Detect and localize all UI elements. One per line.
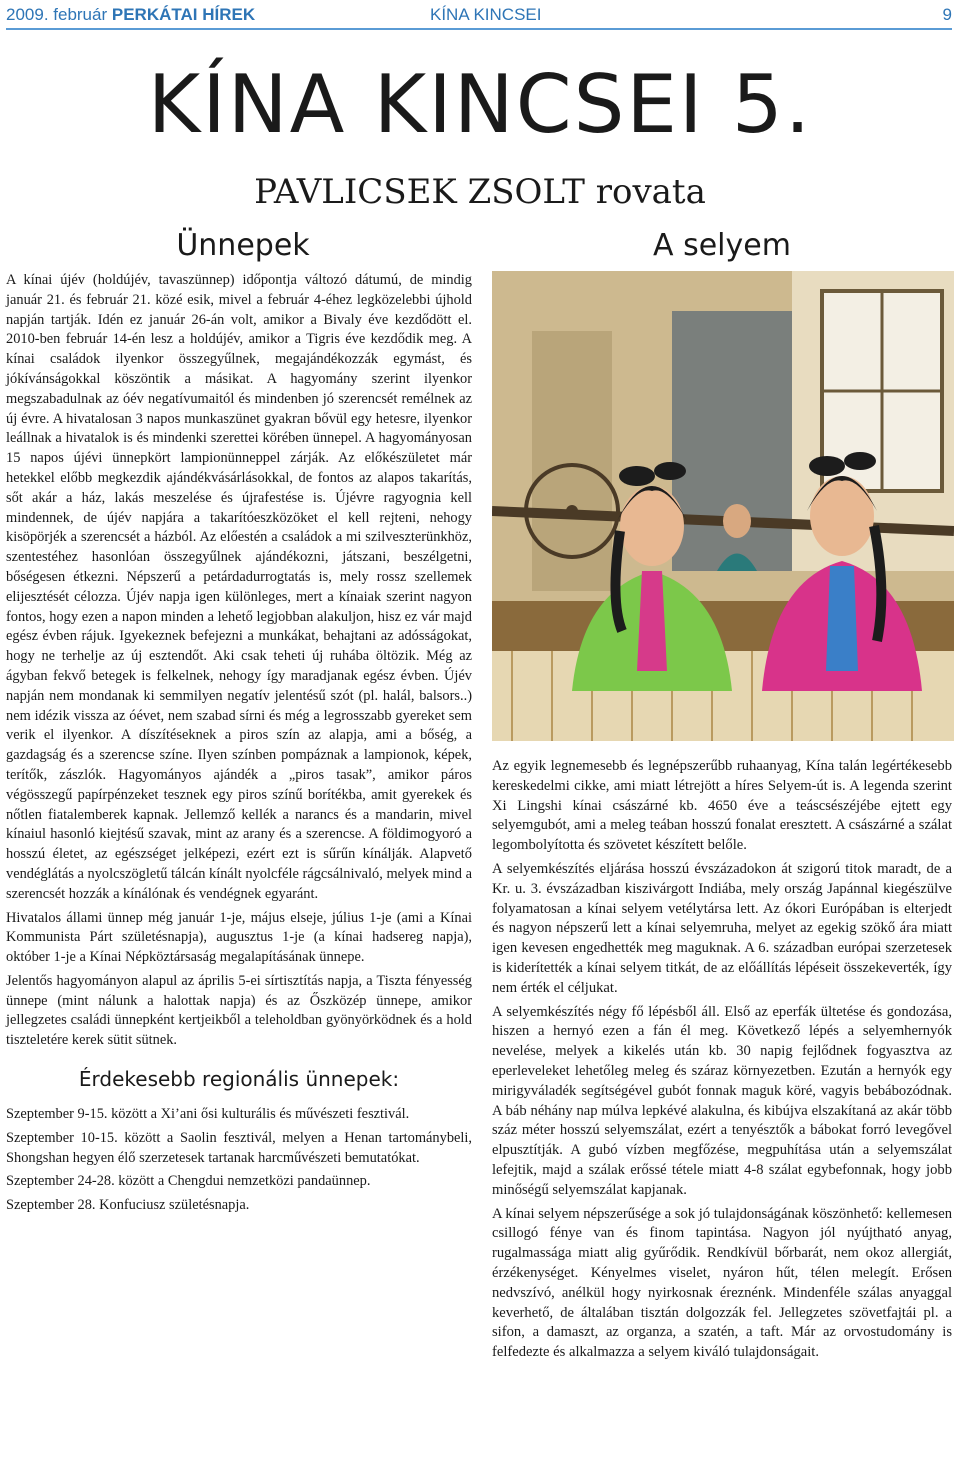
page-header [6,2,952,30]
header-section: KÍNA KINCSEI [430,5,542,24]
holidays-heading: Ünnepek [176,228,310,263]
byline: PAVLICSEK ZSOLT rovata [254,172,706,212]
article-paragraph: Az egyik legnemesebb és legnépszerűbb ruhaanyag, Kína talán legértékesebb kereskedelmi cikke, ami miatt létrejött a híres Selyem-út is. A legenda szerint Xi Lingshi kínai császárné kb. 4650 éve a teáscsészéjébe ejtett egy selyemgubót, ami a meleg teában hosszú fonalat eresztett. A császárné a szálat legombolyította és szövetet készített belőle. [492,758,952,854]
article-paragraph: A kínai újév (holdújév, tavaszünnep) időpontja változó dátumú, de mindig január 21. és február 21. közé esik, mivel a február 4-éhez legközelebbi újhold napján tartják. Idén ez január 26-án volt, amikor a Bivaly éve kezdődött el. 2010-ben február 14-én lesz a holdújév, amikor a Tigris éve kezdődik meg. A kínai családok ilyenkor összegyűlnek, megajándékozzák egymást, és jókívánságokkal köszöntik a másikat. A hagyomány szerint ilyenkor megszabadulnak az óév negatívumaitól és mindenben jó szerencsét remélnek az új évre. A hivatalosan 3 napos munkaszünet gyakran bővül egy hetesre, ilyenkor leállnak a hivatalok is és mindenki szerettei körében ünnepel. A hagyományosan 15 napos újévi ünnepkört lampionünneppel zárják. Az előkészületet már hetekkel előbb megkezdik ajándékvásárlásokkal, de fontos az alapos takarítás, sőt akár a ház, lakás meszelése és újrafestése is. Újévre ragyognia kell mindennek, de újév napjára a takarítóeszközöket el kell rejteni, nehogy kisöpörjék a szerencsét a házból. Az előestén a családok a mi szilveszterünkhöz, szentestéhez hasonlóan összegyűlnek ajándékozni, játszani, beszélgetni, bőségesen étkezni. Népszerű a petárdadurrogtatás is, mely rossz szellemek elijesztését célozza. Újév napja igen különleges, mert a kínaiak szerint nagyon fontos, hogy ezen a napon minden a lehető legjobban alakuljon, hisz ez vár majd egész évben rájuk. Igyekeznek befejezni a munkákat, behajtani az adósságokat, hogy ne terhelje az új esztendőt. Aki csak teheti új ruhába öltözik. Még az ágyban fekvő betegek is felkelnek, nehogy így maradjanak egész évben. Újév napján nem mondanak ki semmilyen negatív jelentésű szót (pl. halál, balsors..) nem idézik vissza az óévet, nem szabad sírni és még a legrosszabb gyereket sem verik el ilyenkor. A díszítéseknek a piros szín az alapja, ami a bőség, a gazdagság és a szerencse színe. Ilyen színben pompáznak a lampionok, képek, terítők, zászlók. Hagyományos ajándék a „piros tasak”, amikor páros végösszegű papírpénzeket tesznek egy piros színű borítékba, amit gyerekek és nőtlen fiatalemberek kapnak. Jellemző kellék a narancs és a mandarin, mivel kínaiul hasonló kiejtésű szavak, mint az arany és a szerencse. A földimogyoró a hosszú életet, az egészséget jelképezi, ezért ezt is sűrűn kínálják. Alapvető vendéglátás a nyolcszögletű tálcán kínált nyolcféle rágcsálnivaló, melyek mind a szerencsét hozzák a kínálónak és vendégnek egyaránt. [6,272,472,902]
event-item: Szeptember 10-15. között a Saolin fesztivál, melyen a Henan tartománybeli, Shongshan hegyen élő szerzetesek tartanak harcművészeti bemutatókat. [6,1129,472,1166]
page-title: KÍNA KINCSEI 5. [147,58,813,151]
right-column [492,228,952,1367]
header-issue: 2009. február PERKÁTAI HÍREK [6,5,256,24]
left-column [6,228,472,1220]
event-item: Szeptember 9-15. között a Xi’ani ősi kulturális és művészeti fesztivál. [6,1106,410,1123]
regional-holidays-heading: Érdekesebb regionális ünnepek: [78,1067,400,1092]
silk-heading: A selyem [653,228,791,263]
silk-weaving-photo [492,271,954,741]
article-paragraph: Jelentős hagyományon alapul az április 5-ei sírtisztítás napja, a Tiszta fényesség ünnepe (mint nálunk a halottak napja) és az Őszközép ünnepe, amikor jellegzetes családi ünnepként kertjeikből a teleholdban gyönyörködnek és a hold tiszteletére kerek sütit sütnek. [6,972,472,1049]
page-number: 9 [942,5,952,24]
event-item: Szeptember 24-28. között a Chengdui nemzetközi pandaünnep. [6,1173,371,1190]
article-paragraph: A kínai selyem népszerűsége a sok jó tulajdonságának köszönhető: kellemesen csillogó fénye van és finom tapintása. Nagyon jól nyújtható anyag, rugalmassága miatt alig gyűrődik. Rendkívül bőrbarát, nem okoz allergiát, érzékenységet. Kényelmes viselet, nyáron hűt, télen melegít. Erősen nedvszívó, anélkül hogy nyirkosnak éreznénk. Mindenféle szálas anyaggal keverhető, de általában tisztán dolgozzák fel. Jellegzetes szövetfajtái pl. a sifon, a damaszt, az organza, a szatén, a taft. Már az orvostudomány is felfedezte és alkalmazza a selyem kiváló tulajdonságait. [492,1205,952,1361]
article-paragraph: A selyemkészítés eljárása hosszú évszázadokon át szigorú titok maradt, de a Kr. u. 3. évszázadban kiszivárgott Indiába, mely ország Japánnal kiegészülve folyamatosan a kínai selyem vetélytársa lett. Az ókori Európában is elterjedt és nagyon népszerű lett a kínai selyemruha, melyet az egekig szökő ára miatt igen kevesen engedhették meg maguknak. A 6. században európai szerzetesek is kiderítették a kínai selyem titkát, de az előállítás lépéseit összekeverték, így nem érték el céljukat. [492,860,952,996]
article-paragraph: Hivatalos állami ünnep még január 1-je, május elseje, július 1-je (ami a Kínai Kommunista Párt születésnapja), augusztus 1-je (a kínai hadsereg napja), október 1-je a Kínai Népköztársaság megalapításának ünnepe. [6,909,472,966]
article-paragraph: A selyemkészítés négy fő lépésből áll. Első az eperfák ültetése és gondozása, hiszen a hernyó ezen a fán él meg. Következő lépés a selyemhernyók nevelése, melyek a kikelés után kb. 30 napig fejlődnek fogyasztva az eperleveleket lehetőleg meleg és száraz környezetben. Ezután a hernyók egy mirigyváladék segítségével gubót fonnak maguk köré, vagyis bebábozódnak. A báb néhány nap múlva lepkévé alakulna, és kibújva elszakítaná az akár több száz méter hosszú selyemszálat, ezért a tenyésztők a bábokat forró levegővel elpusztítják. A gubó vízben megfőzése, megpuhítása után a selyemszálat lefejtik, majd a szálak erőssé tétele miatt 4-8 szálat egybefonnak, hogy jobb minőségű selyemszálat kapjanak. [492,1003,952,1198]
event-item: Szeptember 28. Konfuciusz születésnapja. [6,1197,250,1214]
